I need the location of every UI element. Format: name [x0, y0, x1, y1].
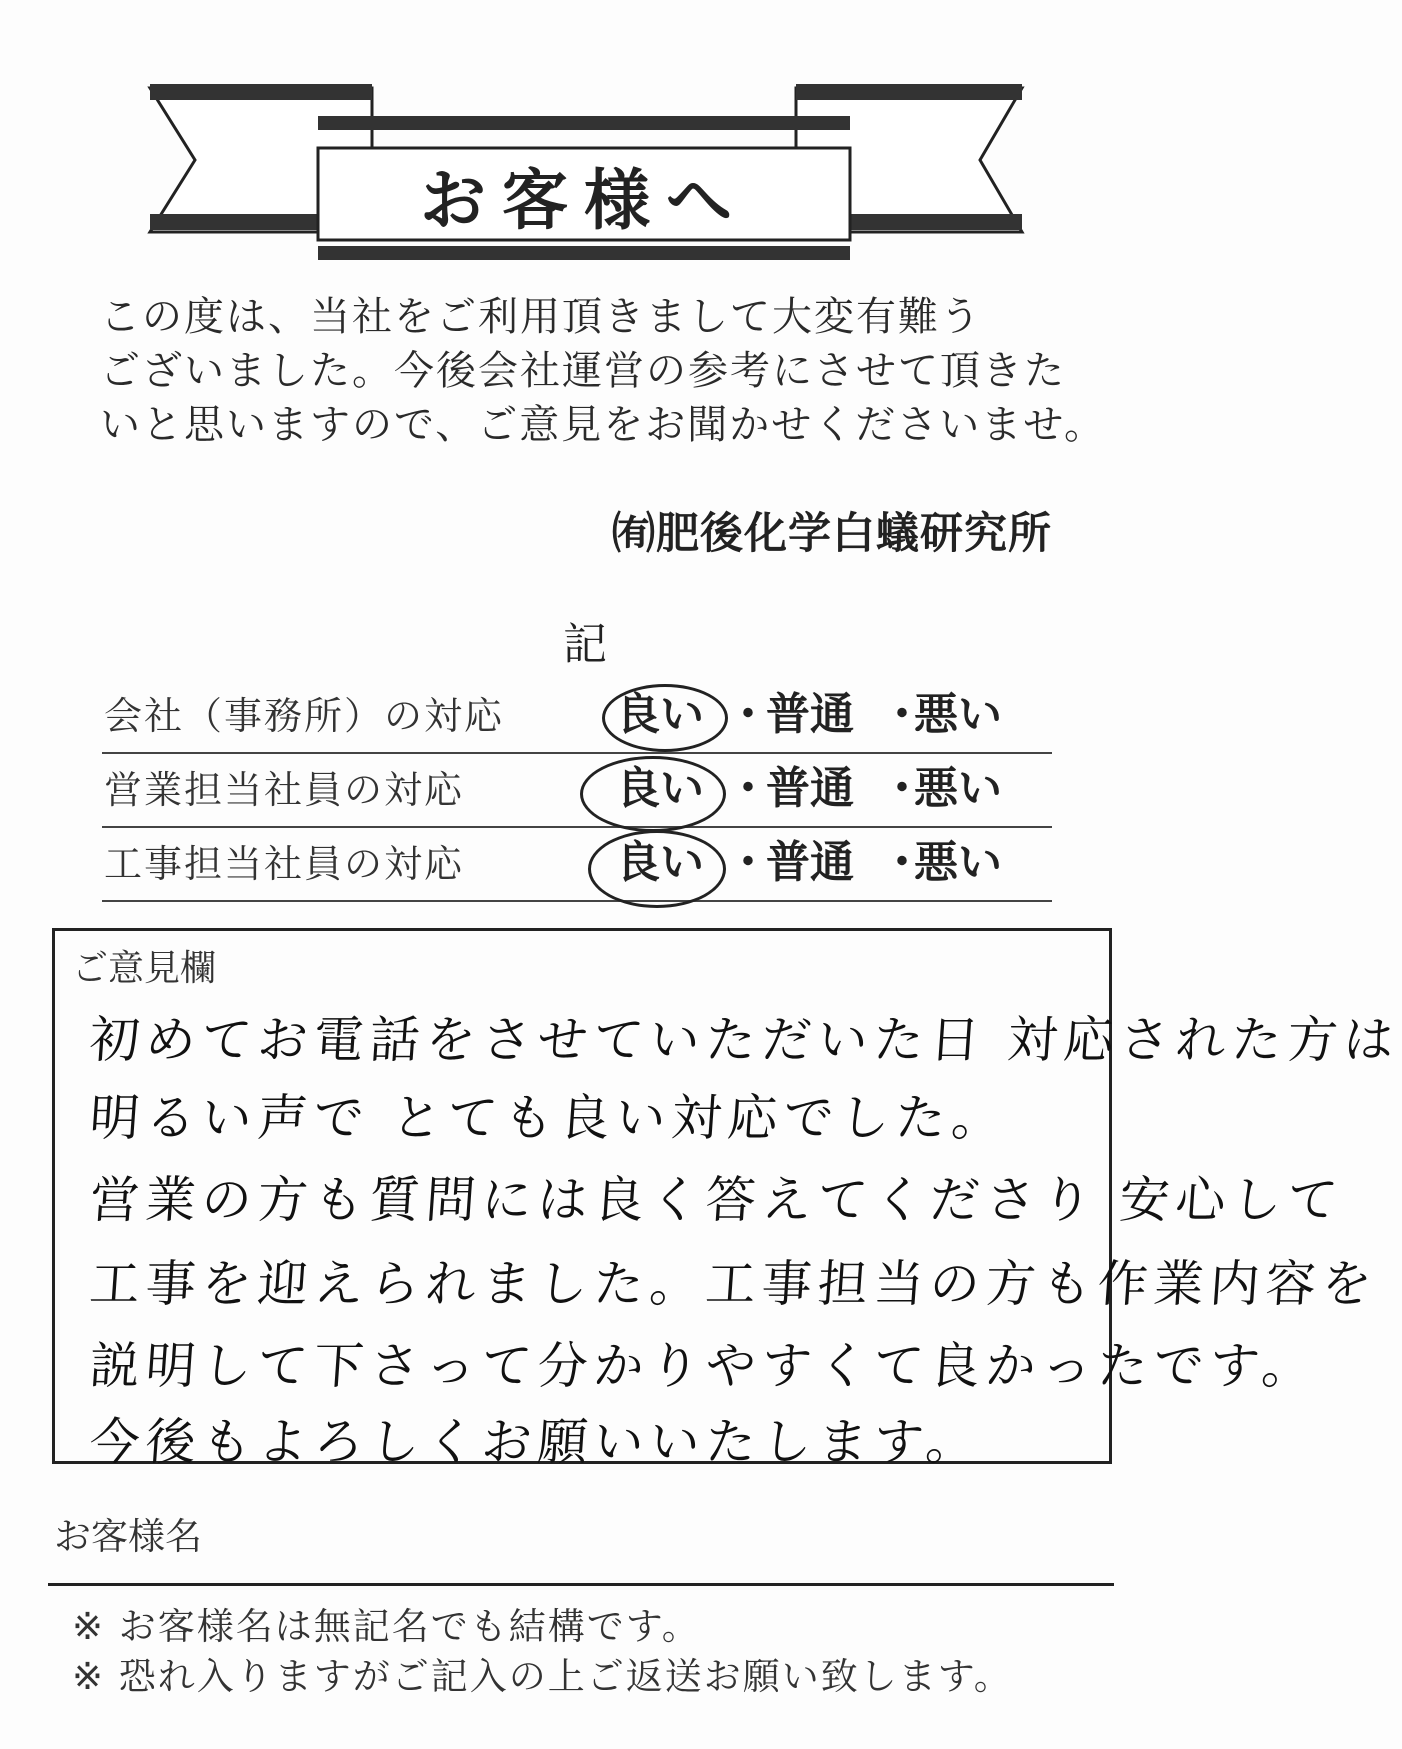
separator: ・	[726, 763, 770, 814]
option-bad[interactable]: 悪い	[914, 763, 1002, 814]
selection-circle	[588, 830, 726, 908]
rating-label: 営業担当社員の対応	[104, 768, 465, 812]
customer-name-label: お客様名	[54, 1515, 202, 1558]
comment-line: 明るい声で とても良い対応でした。	[87, 1089, 1010, 1147]
option-bad[interactable]: 悪い	[914, 689, 1002, 740]
intro-line: いと思いますので、ご意見をお聞かせくださいませ。	[100, 402, 1106, 448]
comment-line: 説明して下さって分かりやすくて良かったです。	[87, 1337, 1320, 1395]
comment-line: 今後もよろしくお願いいたします。	[87, 1413, 984, 1471]
company-name: ㈲肥後化学白蟻研究所	[612, 509, 1052, 559]
option-good[interactable]: 良い	[616, 763, 704, 814]
selection-circle	[580, 756, 726, 832]
section-heading: 記	[563, 619, 607, 670]
rating-row-company	[102, 680, 1052, 754]
option-normal[interactable]: 普通	[766, 689, 854, 740]
separator: ・	[880, 837, 924, 888]
note-line: ※ お客様名は無記名でも結構です。	[72, 1605, 701, 1648]
comment-label: ご意見欄	[72, 948, 217, 989]
selection-circle	[602, 684, 728, 752]
page-title: お客様へ	[420, 161, 748, 239]
separator: ・	[880, 689, 924, 740]
option-normal[interactable]: 普通	[766, 837, 854, 888]
rating-row-sales	[102, 754, 1052, 828]
comment-line: 工事を迎えられました。工事担当の方も作業内容を	[87, 1255, 1380, 1313]
rating-label: 会社（事務所）の対応	[104, 694, 505, 738]
option-bad[interactable]: 悪い	[914, 837, 1002, 888]
intro-line: ございました。今後会社運営の参考にさせて頂きた	[100, 348, 1066, 394]
comment-line: 営業の方も質問には良く答えてくださり 安心して	[87, 1171, 1346, 1229]
option-good[interactable]: 良い	[616, 689, 704, 740]
intro-paragraph	[100, 290, 1106, 452]
rating-label: 工事担当社員の対応	[104, 842, 465, 886]
customer-name-field[interactable]	[48, 1583, 1114, 1586]
comment-line: 初めてお電話をさせていただいた日 対応された方は	[87, 1011, 1402, 1069]
separator: ・	[726, 837, 770, 888]
note-line: ※ 恐れ入りますがご記入の上ご返送お願い致します。	[72, 1655, 1013, 1698]
option-good[interactable]: 良い	[616, 837, 704, 888]
option-normal[interactable]: 普通	[766, 763, 854, 814]
separator: ・	[880, 763, 924, 814]
intro-line: この度は、当社をご利用頂きまして大変有難う	[100, 294, 982, 340]
rating-row-construction	[102, 828, 1052, 902]
separator: ・	[726, 689, 770, 740]
